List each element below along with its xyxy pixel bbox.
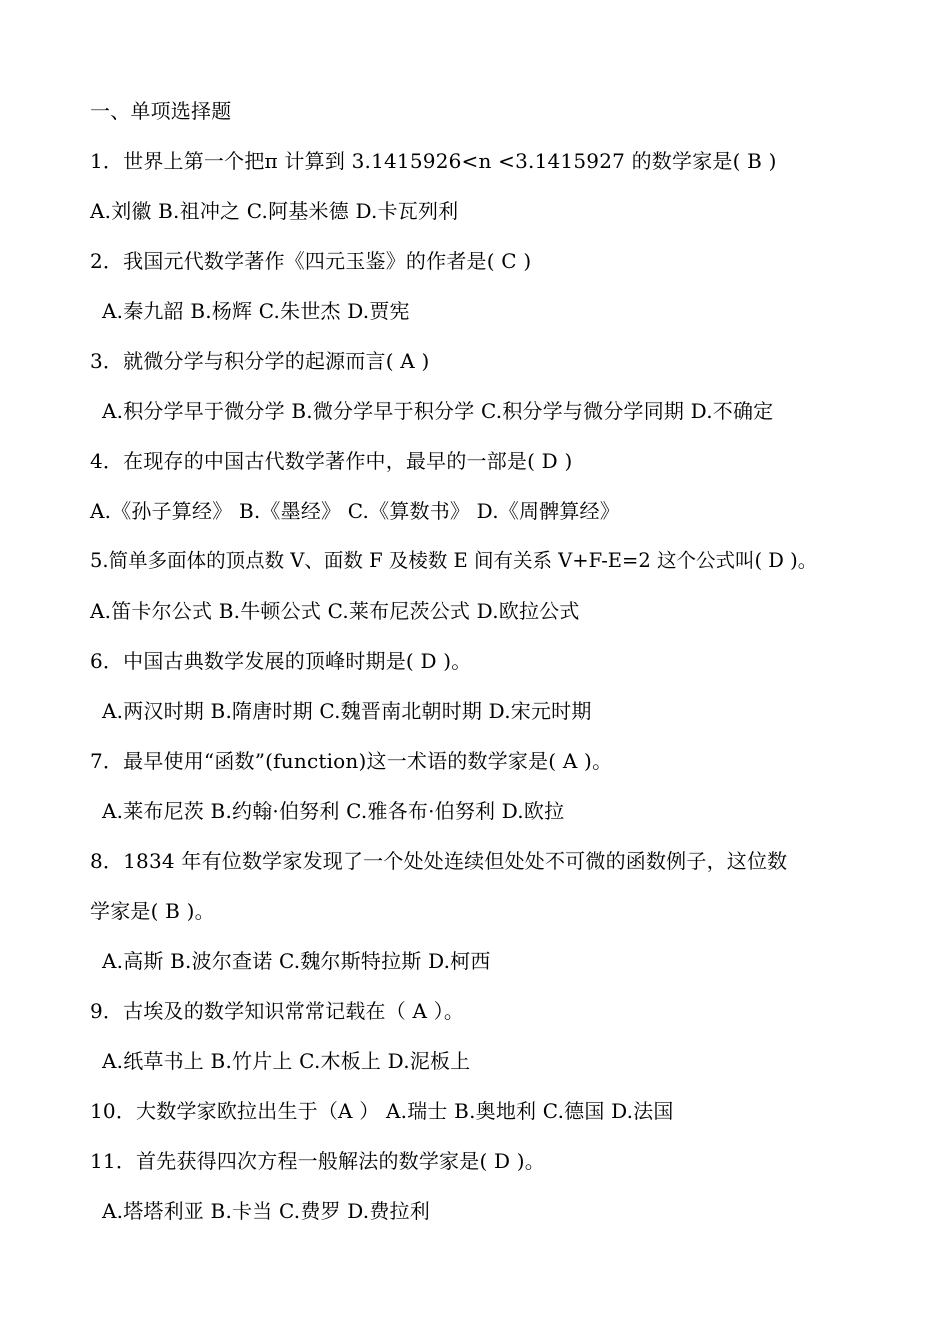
question-4: 4．在现存的中国古代数学著作中，最早的一部是( D ) — [90, 449, 573, 473]
question-8-part-1: 8．1834 年有位数学家发现了一个处处连续但处处不可微的函数例子，这位数 — [90, 849, 788, 873]
question-10: 10．大数学家欧拉出生于（A ） A.瑞士 B.奥地利 C.德国 D.法国 — [90, 1099, 674, 1123]
question-9: 9．古埃及的数学知识常常记载在（ A ）。 — [90, 999, 465, 1023]
question-8-part-2: 学家是( B )。 — [90, 899, 215, 923]
options-4: A.《孙子算经》 B.《墨经》 C.《算数书》 D.《周髀算经》 — [90, 499, 620, 523]
question-3: 3．就微分学与积分学的起源而言( A ) — [90, 349, 430, 373]
options-8: A.高斯 B.波尔查诺 C.魏尔斯特拉斯 D.柯西 — [102, 949, 491, 973]
options-6: A.两汉时期 B.隋唐时期 C.魏晋南北朝时期 D.宋元时期 — [102, 699, 592, 723]
options-11: A.塔塔利亚 B.卡当 C.费罗 D.费拉利 — [102, 1199, 430, 1223]
options-5: A.笛卡尔公式 B.牛顿公式 C.莱布尼茨公式 D.欧拉公式 — [90, 599, 580, 623]
question-5: 5.简单多面体的顶点数 V、面数 F 及棱数 E 间有关系 V+F-E=2 这个公式叫( D )。 — [90, 549, 818, 572]
options-1: A.刘徽 B.祖冲之 C.阿基米德 D.卡瓦列利 — [90, 199, 459, 223]
question-7: 7．最早使用“函数”(function)这一术语的数学家是( A )。 — [90, 749, 613, 773]
question-11: 11．首先获得四次方程一般解法的数学家是( D )。 — [90, 1149, 546, 1173]
options-9: A.纸草书上 B.竹片上 C.木板上 D.泥板上 — [102, 1049, 471, 1073]
section-title: 一、单项选择题 — [90, 99, 232, 123]
options-7: A.莱布尼茨 B.约翰·伯努利 C.雅各布·伯努利 D.欧拉 — [102, 799, 565, 823]
question-6: 6．中国古典数学发展的顶峰时期是( D )。 — [90, 649, 472, 673]
options-3: A.积分学早于微分学 B.微分学早于积分学 C.积分学与微分学同期 D.不确定 — [102, 399, 774, 423]
question-1: 1．世界上第一个把π 计算到 3.1415926<n <3.1415927 的数学家是( B ) — [90, 149, 777, 173]
question-2: 2．我国元代数学著作《四元玉鉴》的作者是( C ) — [90, 249, 532, 273]
options-2: A.秦九韶 B.杨辉 C.朱世杰 D.贾宪 — [102, 299, 410, 323]
